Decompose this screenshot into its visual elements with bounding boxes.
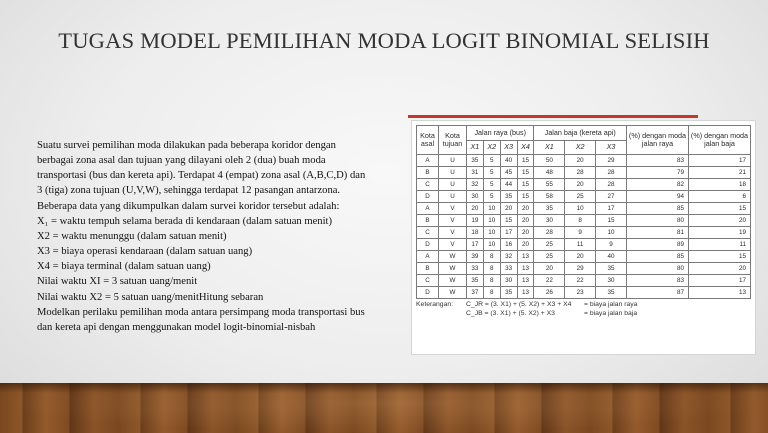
table-legend	[416, 300, 751, 318]
table-cell: 16	[500, 239, 517, 251]
table-cell: 13	[517, 263, 534, 275]
table-cell: A	[417, 155, 439, 167]
table-cell: A	[417, 251, 439, 263]
table-cell: A	[417, 203, 439, 215]
table-cell: V	[439, 203, 467, 215]
legend-formula: C_JR = (3. X1) + (5. X2) + X3 + X4	[466, 301, 572, 308]
header-var-x2: X2	[483, 141, 500, 155]
table-cell: 17	[689, 155, 751, 167]
table-cell: 13	[689, 287, 751, 299]
table-row	[417, 191, 751, 203]
table-cell: 22	[534, 275, 565, 287]
table-cell: 35	[467, 275, 484, 287]
table-cell: 10	[565, 203, 596, 215]
table-cell: 5	[483, 167, 500, 179]
legend-formula: C_JB = (3. X1) + (5. X2) + X3	[466, 310, 555, 317]
table-cell: B	[417, 167, 439, 179]
body-line: X₁ = waktu tempuh selama berada di kendaraan (dalam satuan menit)	[37, 215, 333, 227]
table-cell: 11	[689, 239, 751, 251]
body-line: 3 (tiga) zona tujuan (U,V,W), sehingga terdapat 12 pasangan antarzona.	[37, 185, 341, 197]
table-cell: 13	[517, 275, 534, 287]
table-cell: 10	[483, 227, 500, 239]
table-cell: 89	[627, 239, 689, 251]
table-row	[417, 275, 751, 287]
table-cell: 10	[483, 239, 500, 251]
legend-row	[416, 300, 751, 309]
header-road: Jalan raya (bus)	[467, 126, 534, 141]
table-cell: 15	[517, 167, 534, 179]
table-cell: 15	[517, 179, 534, 191]
table-cell: 58	[534, 191, 565, 203]
table-cell: 13	[517, 251, 534, 263]
table-row	[417, 227, 751, 239]
table-cell: 48	[534, 167, 565, 179]
table-cell: 20	[517, 203, 534, 215]
table-cell: U	[439, 191, 467, 203]
legend-desc: = biaya jalan raya	[584, 301, 638, 308]
table-row	[417, 251, 751, 263]
table-cell: 33	[500, 263, 517, 275]
table-cell: 15	[517, 191, 534, 203]
table-cell: 10	[596, 227, 627, 239]
table-cell: W	[439, 263, 467, 275]
legend-desc: = biaya jalan baja	[584, 310, 638, 317]
table-cell: 35	[534, 203, 565, 215]
table-cell: 80	[627, 263, 689, 275]
table-cell: 30	[534, 215, 565, 227]
table-cell: 15	[689, 251, 751, 263]
table-cell: 83	[627, 155, 689, 167]
table-cell: B	[417, 215, 439, 227]
body-text	[37, 138, 403, 335]
table-cell: C	[417, 275, 439, 287]
header-var-x1: X1	[534, 141, 565, 155]
header-origin: Kota asal	[417, 126, 439, 155]
table-cell: W	[439, 275, 467, 287]
table-cell: 8	[565, 215, 596, 227]
table-cell: 13	[517, 287, 534, 299]
table-row	[417, 179, 751, 191]
table-cell: 79	[627, 167, 689, 179]
table-cell: D	[417, 239, 439, 251]
table-cell: 44	[500, 179, 517, 191]
table-cell: 20	[565, 251, 596, 263]
table-cell: 30	[596, 275, 627, 287]
table-cell: 35	[596, 263, 627, 275]
table-cell: 29	[565, 263, 596, 275]
header-pct-rail: (%) dengan moda jalan baja	[689, 126, 751, 155]
table-cell: 11	[565, 239, 596, 251]
legend-row	[416, 309, 751, 318]
body-line: Nilai waktu X2 = 5 satuan uang/menitHitung sebaran	[37, 291, 264, 303]
table-cell: 50	[534, 155, 565, 167]
table-cell: 37	[467, 287, 484, 299]
table-cell: 10	[483, 203, 500, 215]
body-line: transportasi (bus dan kereta api). Terdapat 4 (empat) zona asal (A,B,C,D) dan	[37, 170, 366, 182]
table-cell: C	[417, 179, 439, 191]
table-cell: 39	[467, 251, 484, 263]
header-rail: Jalan baja (kereta api)	[534, 126, 627, 141]
table-cell: W	[439, 287, 467, 299]
table-cell: 29	[596, 155, 627, 167]
survey-data-table	[416, 125, 751, 299]
table-cell: 28	[565, 167, 596, 179]
table-row	[417, 215, 751, 227]
body-line: berbagai zona asal dan tujuan yang dilayani oleh 2 (dua) buah moda	[37, 155, 326, 167]
table-cell: 20	[500, 203, 517, 215]
table-cell: 17	[596, 203, 627, 215]
table-cell: 8	[483, 275, 500, 287]
table-cell: 9	[565, 227, 596, 239]
table-cell: D	[417, 191, 439, 203]
table-row	[417, 203, 751, 215]
header-var-x3: X3	[596, 141, 627, 155]
table-cell: 20	[689, 263, 751, 275]
table-cell: 20	[467, 203, 484, 215]
table-cell: 20	[517, 215, 534, 227]
body-line: Nilai waktu XI = 3 satuan uang/menit	[37, 276, 198, 288]
table-cell: V	[439, 227, 467, 239]
table-cell: 82	[627, 179, 689, 191]
table-cell: 20	[565, 179, 596, 191]
table-cell: 20	[689, 215, 751, 227]
table-cell: 28	[596, 167, 627, 179]
table-cell: 35	[467, 155, 484, 167]
table-cell: U	[439, 179, 467, 191]
table-cell: 25	[534, 251, 565, 263]
table-cell: 35	[500, 191, 517, 203]
table-cell: 32	[467, 179, 484, 191]
slide-title: TUGAS MODEL PEMILIHAN MODA LOGIT BINOMIAL SELISIH	[58, 28, 710, 53]
body-line: Beberapa data yang dikumpulkan dalam survei koridor tersebut adalah:	[37, 200, 340, 212]
table-row	[417, 287, 751, 299]
table-cell: 80	[627, 215, 689, 227]
table-cell: 19	[689, 227, 751, 239]
table-cell: 23	[565, 287, 596, 299]
table-cell: 81	[627, 227, 689, 239]
table-cell: 20	[534, 263, 565, 275]
table-cell: U	[439, 155, 467, 167]
table-cell: 15	[689, 203, 751, 215]
header-pct-road: (%) dengan moda jalan raya	[627, 126, 689, 155]
table-cell: 18	[689, 179, 751, 191]
table-cell: 27	[596, 191, 627, 203]
table-cell: 87	[627, 287, 689, 299]
table-cell: 40	[596, 251, 627, 263]
body-line: X4 = biaya terminal (dalam satuan uang)	[37, 261, 211, 273]
table-cell: 94	[627, 191, 689, 203]
table-cell: 19	[467, 215, 484, 227]
table-cell: U	[439, 167, 467, 179]
table-cell: 85	[627, 251, 689, 263]
table-cell: 83	[627, 275, 689, 287]
body-line: Suatu survei pemilihan moda dilakukan pada beberapa koridor dengan	[37, 140, 336, 151]
table-cell: B	[417, 263, 439, 275]
table-cell: 8	[483, 287, 500, 299]
table-cell: 8	[483, 263, 500, 275]
table-cell: 9	[596, 239, 627, 251]
accent-divider	[408, 115, 698, 118]
header-destination: Kota tujuan	[439, 126, 467, 155]
table-cell: 5	[483, 191, 500, 203]
table-cell: 30	[467, 191, 484, 203]
table-cell: 28	[534, 227, 565, 239]
table-cell: 17	[467, 239, 484, 251]
table-cell: 20	[517, 239, 534, 251]
table-cell: 35	[596, 287, 627, 299]
table-cell: 10	[483, 215, 500, 227]
table-cell: 20	[517, 227, 534, 239]
table-cell: 25	[565, 191, 596, 203]
table-cell: 8	[483, 251, 500, 263]
table-cell: D	[417, 287, 439, 299]
table-cell: 31	[467, 167, 484, 179]
table-cell: C	[417, 227, 439, 239]
survey-table-image	[411, 120, 756, 355]
table-cell: 22	[565, 275, 596, 287]
body-line: X2 = waktu menunggu (dalam satuan menit)	[37, 230, 227, 242]
table-cell: 5	[483, 155, 500, 167]
table-cell: 18	[467, 227, 484, 239]
table-cell: 6	[689, 191, 751, 203]
body-line: Modelkan perilaku pemilihan moda antara persimpang moda transportasi bus	[37, 306, 365, 318]
table-row	[417, 167, 751, 179]
header-var-x4: X4	[517, 141, 534, 155]
table-cell: 17	[500, 227, 517, 239]
table-cell: 17	[689, 275, 751, 287]
table-cell: V	[439, 215, 467, 227]
table-cell: 15	[596, 215, 627, 227]
table-cell: 26	[534, 287, 565, 299]
table-cell: 15	[517, 155, 534, 167]
header-var-x1: X1	[467, 141, 484, 155]
table-cell: 55	[534, 179, 565, 191]
table-cell: 35	[500, 287, 517, 299]
legend-key: Keterangan:	[416, 301, 454, 308]
table-cell: W	[439, 251, 467, 263]
header-var-x3: X3	[500, 141, 517, 155]
table-cell: 28	[596, 179, 627, 191]
body-line: dan kereta api dengan menggunakan model logit-binomial-nisbah	[37, 321, 316, 333]
table-row	[417, 155, 751, 167]
body-line: X3 = biaya operasi kendaraan (dalam satuan uang)	[37, 246, 253, 258]
table-cell: 21	[689, 167, 751, 179]
table-cell: 85	[627, 203, 689, 215]
table-cell: 45	[500, 167, 517, 179]
table-row	[417, 263, 751, 275]
table-cell: 33	[467, 263, 484, 275]
table-cell: 40	[500, 155, 517, 167]
table-cell: 15	[500, 215, 517, 227]
table-row	[417, 239, 751, 251]
legend-key	[416, 309, 466, 318]
table-cell: 25	[534, 239, 565, 251]
table-cell: 30	[500, 275, 517, 287]
table-cell: 20	[565, 155, 596, 167]
header-var-x2: X2	[565, 141, 596, 155]
table-cell: 5	[483, 179, 500, 191]
table-cell: V	[439, 239, 467, 251]
table-cell: 32	[500, 251, 517, 263]
